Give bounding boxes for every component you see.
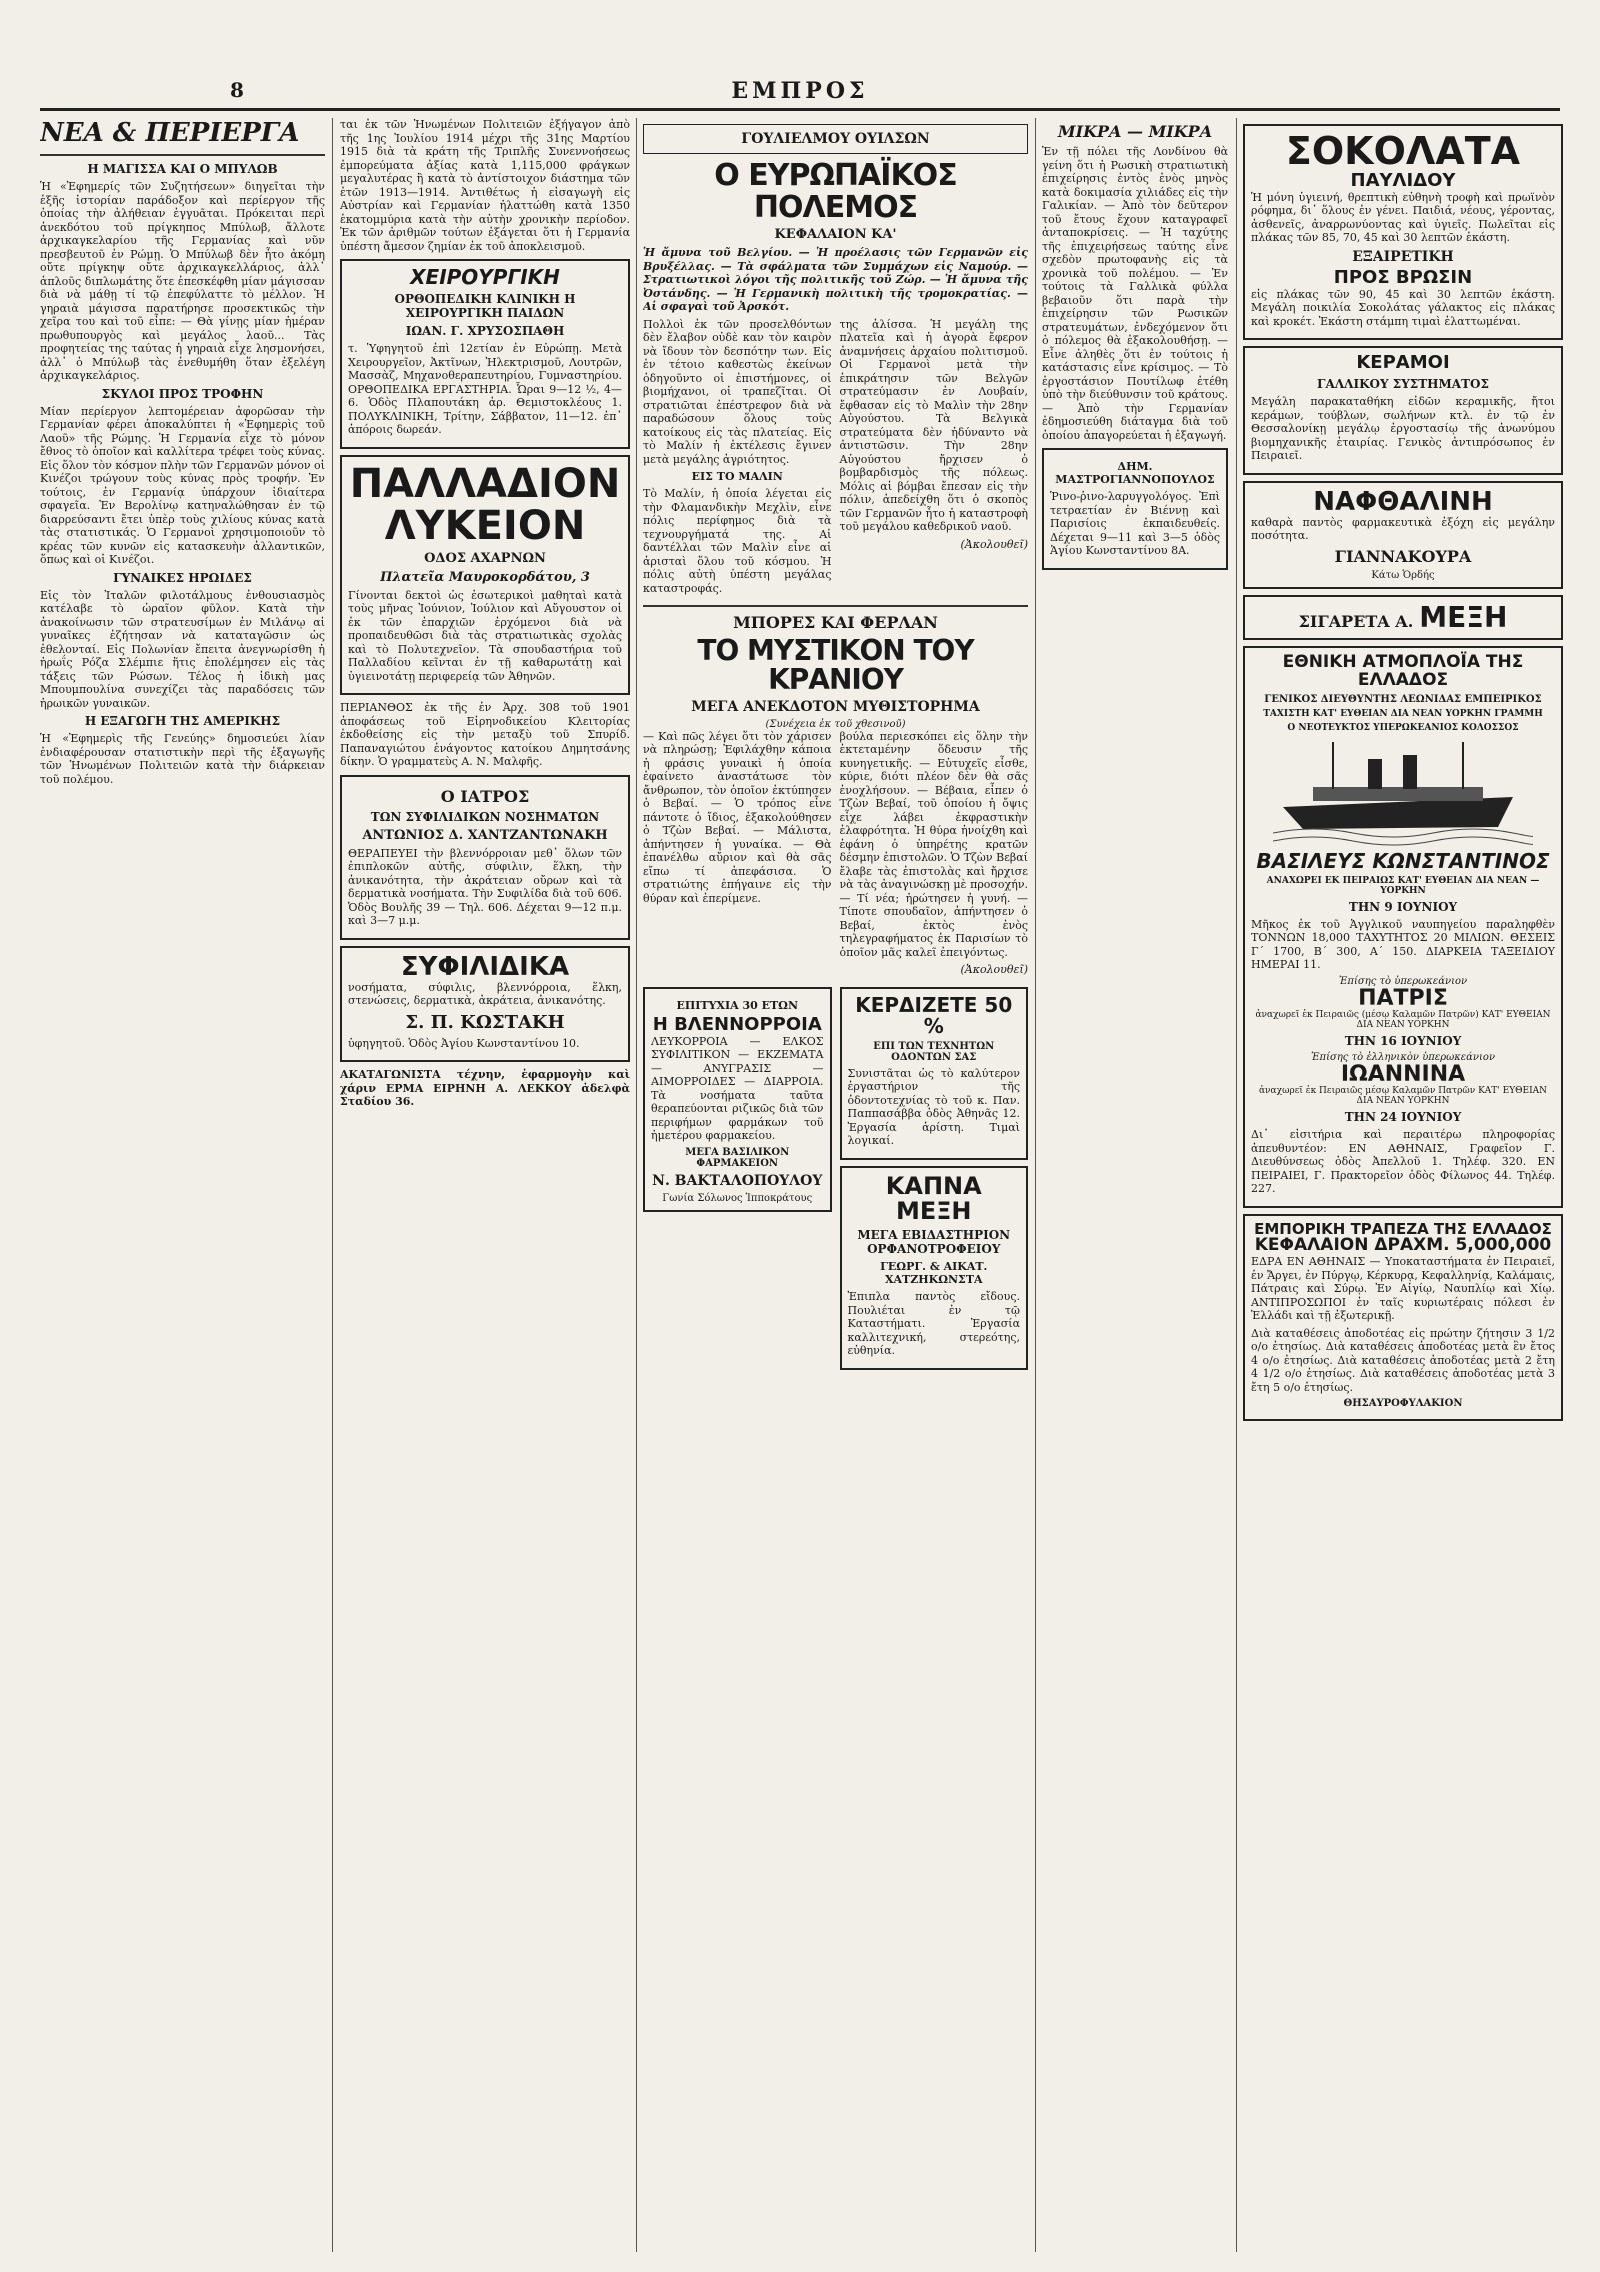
story-title: Η ΕΞΑΓΩΓΗ ΤΗΣ ΑΜΕΡΙΚΗΣ [84, 714, 281, 728]
column-two [340, 118, 630, 2252]
story-text: Ἡ «Ἐφημερὶς τῆς Γενεύης» δημοσιεύει λίαν ἐνδιαφέρουσαν στατιστικὴν περὶ τῆς ἐξαγωγῆς τῶν Ἡνωμένων Πολιτειῶν κατὰ τὴν διάρκειαν τοῦ πολέμου. [40, 732, 325, 786]
ad-shop: ΜΕΓΑ ΒΑΣΙΛΙΚΟΝ ΦΑΡΜΑΚΕΙΟΝ [685, 1146, 790, 1169]
story-text: Μίαν περίεργον λεπτομέρειαν ἀφορῶσαν τὴν Γερμανίαν φέρει ἀποκαλύπτει ἡ «Ἐφημερὶς τοῦ Λαοῦ» τῆς Ρώμης. Ἡ Γερμανία εἶχε τὸ μόνον ἔθνος τὸ ὁποῖον καὶ καλλίτερα τρέφει τοὺς κύνας. Εἰς ὅλον τὸν κόσμον πλὴν τῶν Γερμανῶν μόνον οἱ Κινέζοι τρώγουν τοὺς κύνας πρὸς τροφήν. Ἐν τούτοις, ἐν Γερμανίᾳ ὑπάρχουν ἰδιαίτερα σφαγεῖα. Ἐν Βερολίνῳ κατηναλώθησαν ἐν τῷ διαρρεύσαντι ἔτει ὑπὲρ τοὺς χιλίους κύνας κατὰ τὰς στατιστικάς. Ὁ Γερμανοὶ χρησιμοποιοῦν τὸ κρέας τῶν κυνῶν εἰς κατασκευὴν ἀλλαντικῶν, ὅπως καὶ οἱ Κινέζοι. [40, 404, 325, 566]
article-text: Τὸ Μαλίν, ἡ ὁποία λέγεται εἰς τὴν Φλαμανδικὴν Μεχλὶν, εἶνε πόλις περίφημος διὰ τὰ τεχνουργήματά της. Αἱ δαντέλλαι τῶν Μαλὶν εἶνε αἱ ἀρισταὶ ὅλου τοῦ κόσμου. Ἡ πόλις αὐτὴ ὑπέστη μεγάλας καταστροφάς. [643, 487, 832, 595]
ad-chocolate [1243, 124, 1563, 340]
ship-date: ΤΗΝ 16 ΙΟΥΝΙΟΥ [1344, 1034, 1462, 1049]
steamship-illustration [1273, 737, 1533, 847]
ad-text: Ἐπιπλα παντὸς εἴδους. Πουλιέται ἐν τῷ Καταστήματι. Ἐργασία καλλιτεχνική, στερεότης, εὐθηνία. [847, 1290, 1020, 1358]
ad-title: ΧΕΙΡΟΥΡΓΙΚΗ [410, 265, 560, 289]
ship-pre: Ἐπίσης τὸ ἑλληνικὸν ὑπερωκεάνιον [1310, 1052, 1496, 1064]
ad-subtitle: Ο ΝΕΟΤΕΥΚΤΟΣ ΥΠΕΡΩΚΕΑΝΙΟΣ ΚΟΛΟΣΣΟΣ [1287, 722, 1519, 733]
ad-text: καθαρὰ παντὸς φαρμακευτικὰ ἐξόχη εἰς μεγάλην ποσότητα. [1251, 515, 1555, 543]
ad-doctor-ent [1042, 448, 1228, 570]
paper-title: ΕΜΠΡΟΣ [731, 78, 869, 104]
novel-body [643, 730, 1028, 981]
ad-text: τ. Ὑφηγητοῦ ἐπὶ 12ετίαν ἐν Εὐρώπῃ. Μετὰ Χειρουργεῖον, Ἀκτῖνων, Ἠλεκτρισμοῦ, Λουτρῶν, Μασσὰζ, Μηχανοθεραπευτηρίου, Γυμναστηρίου. ΟΡΘΟΠΕΔΙΚΑ ΕΡΓΑΣΤΗΡΙΑ. Ὧραι 9—12 ½, 4—6. Ὁδὸς Πλαπουτάκη ἀρ. Θεμιστοκλέους 1. ΠΟΛΥΚΛΙΝΙΚΗ, Τρίτην, Σάββατον, 11—12. ἐπ᾽ ἀπόροις δωρεάν. [348, 342, 622, 436]
column-brief [1042, 118, 1228, 2252]
ad-title: ΣΥΦΙΛΙΔΙΚΑ [400, 951, 570, 982]
ship-name: ΒΑΣΙΛΕΥΣ ΚΩΝΣΤΑΝΤΙΝΟΣ [1256, 848, 1550, 873]
column-rule [332, 118, 333, 2252]
ad-title: ΣΟΚΟΛΑΤΑ [1285, 129, 1521, 173]
brief-title: ΜΙΚΡΑ — ΜΙΚΡΑ [1057, 122, 1213, 141]
continued: (Ἀκολουθεῖ) [960, 537, 1028, 551]
ad-naphthalene [1243, 481, 1563, 589]
war-header-box [643, 124, 1028, 154]
continued: (Ἀκολουθεῖ) [960, 963, 1028, 977]
article-column [840, 318, 1029, 600]
ad-text: ΕΔΡΑ ΕΝ ΑΘΗΝΑΙΣ — Υποκαταστήματα ἐν Πειραιεῖ, ἐν Ἄργει, ἐν Πύργῳ, Κέρκυρᾳ, Κεφαλληνίᾳ, Καλάμαις, Πάτραις καὶ Σύρῳ. Ἐν Αἰγίῳ, Ναυπλίῳ καὶ Χίῳ. ΑΝΤΙΠΡΟΣΩΠΟΙ ἐν ταῖς κυριωτέραις πόλεσι ἐν Ἑλλάδι καὶ τῇ ἐξωτερικῇ. [1251, 1255, 1556, 1323]
novel-authors: ΜΠΟΡΕΣ ΚΑΙ ΦΕΡΛΑΝ [733, 613, 938, 632]
ad-text: νοσήματα, σύφιλις, βλεννόρροια, ἕλκη, στενώσεις, δερματικὰ, ἀκράτεια, ἀνικανότης. [348, 980, 622, 1008]
ad-text: Ἡ μόνη ὑγιεινή, θρεπτικὴ εὐθηνὴ τροφὴ καὶ πρωϊνὸν ρόφημα, δι᾽ ὅλους ἐν γένει. Παιδιά, νέους, γέροντας, ἀσθενεῖς, ἀναρρωνύοντας καὶ ὑγιεῖς. Πωλεῖται εἰς πλάκας τῶν 85, 70, 45 καὶ 30 λεπτῶν ἑκάστη. [1251, 190, 1555, 245]
ad-shipping [1243, 646, 1563, 1207]
ad-subtitle: ΕΠΙ ΤΩΝ ΤΕΧΝΗΤΩΝ ΟΔΟΝΤΩΝ ΣΑΣ [873, 1040, 995, 1063]
ad-surgery [340, 259, 630, 449]
masthead [40, 78, 1560, 111]
ad-text: ὑφηγητοῦ. Ὁδὸς Ἀγίου Κωνσταντίνου 10. [348, 1036, 580, 1050]
article-text: της ἀλίσσα. Ἡ μεγάλη της πλατεῖα καὶ ἡ ἀγορὰ ἔφερον ἀναμνήσεις ἀρχαίου πολιτισμοῦ. Οἱ Γερμανοὶ μετὰ τὴν ἐπικράτησιν τῶν Βελγῶν στρατεύμασιν ἐν Λουβαίν, ἔφθασαν εἰς τὸ Μαλὶν τὴν 28ην Αὐγούστου. Τὰ Βελγικὰ στρατεύματα δὲν ἠδύναντο νὰ ἀντιστῶσιν. Τὴν 28ην Αὐγούστου ἤρχισεν ὁ βομβαρδισμὸς τῆς πόλεως. Μόλις αἱ βόμβαι ἔπεσαν εἰς τὴν πόλιν, ἀπεδείχθη ὅτι ὁ σκοπὸς τῶν Γερμανῶν ἦτο ἡ καταστροφὴ τοῦ μεγάλου καθεδρικοῦ ναοῦ. [839, 317, 1028, 533]
story-title: Η ΜΑΓΙΣΣΑ ΚΑΙ Ο ΜΠΥΛΩΒ [87, 162, 278, 176]
ad-name: ΙΩΑΝ. Γ. ΧΡΥΣΟΣΠΑΘΗ [405, 324, 565, 338]
ship-text: ἀναχωρεῖ ἐκ Πειραιῶς μέσῳ Καλαμῶν Πατρῶν ΚΑΤ' ΕΥΘΕΙΑΝ ΔΙΑ ΝΕΑΝ ΥΟΡΚΗΝ [1258, 1086, 1548, 1107]
news-header: ΝΕΑ & ΠΕΡΙΕΡΓΑ [40, 118, 300, 148]
ad-doctor [340, 775, 630, 940]
ad-subtitle: ΤΑΧΙΣΤΗ ΚΑΤ' ΕΥΘΕΙΑΝ ΔΙΑ ΝΕΑΝ ΥΟΡΚΗΝ ΓΡΑΜΜΗ [1263, 708, 1543, 719]
ad-footer: ΘΗΣΑΥΡΟΦΥΛΑΚΙΟΝ [1343, 1398, 1463, 1410]
page-number: 8 [230, 78, 244, 102]
ad-text: ΑΚΑΤΑΓΩΝΙΣΤΑ τέχνην, ἐφαρμογὴν καὶ χάριν ΕΡΜΑ ΕΙΡΗΝΗ Α. ΛΕΚΚΟΥ ἀδελφὰ Σταδίου 36. [340, 1068, 630, 1109]
ad-tiles [1243, 346, 1563, 474]
article-summary: Ἡ ἄμυνα τοῦ Βελγίου. — Ἡ προέλασις τῶν Γερμανῶν εἰς Βρυξέλλας. — Τὰ σφάλματα τῶν Συμμάχων εἰς Ναμούρ. — Στρατιωτικοὶ λόγοι τῆς πολιτικῆς τοῦ Ζώρ. — Ἡ ἄμυνα τῆς Ὀστάνδης. — Ἡ Γερμανικὴ πολιτικὴ τῆς τρομοκρατίας. — Αἱ σφαγαὶ τοῦ Ἀρσκότ. [643, 246, 1028, 313]
column-news [40, 118, 325, 2252]
ad-place: Πλατεῖα Μαυροκορδάτου, 3 [380, 569, 590, 585]
ad-capital: ΚΕΦΑΛΑΙΟΝ ΔΡΑΧΜ. 5,000,000 [1254, 1235, 1552, 1256]
article-column [643, 318, 832, 600]
ad-title: Η ΒΛΕΝΝΟΡΡΟΙΑ [652, 1013, 822, 1035]
ad-label: ΣΙΓΑΡΕΤΑ Α. [1298, 611, 1414, 631]
novel-subtitle: ΜΕΓΑ ΑΝΕΚΔΟΤΟΝ ΜΥΘΙΣΤΟΡΗΜΑ [691, 698, 980, 715]
ship-date: ΤΗΝ 24 ΙΟΥΝΙΟΥ [1344, 1110, 1462, 1125]
ad-text: Μεγάλη παρακαταθήκη εἰδῶν κεραμικῆς, ἤτοι κεράμων, τούβλων, σωλήνων κτλ. ἐν τῷ ἐν Θεσσαλονίκῃ μεγάλῳ ἐργοστασίῳ τῆς ἀνωνύμου βιομηχανικῆς ἑταιρίας. Γενικὸς ἀντιπρόσωπος ἐν Πειραιεῖ. [1251, 395, 1555, 463]
ad-bank [1243, 1214, 1563, 1422]
ad-subtitle: ΠΑΥΛΙΔΟΥ [1350, 169, 1456, 191]
column-rule [636, 118, 637, 2252]
novel-note: (Συνέχεια ἐκ τοῦ χθεσινοῦ) [765, 718, 906, 730]
ad-cigarettes [1243, 595, 1563, 640]
ad-text: εἰς πλάκας τῶν 90, 45 καὶ 30 λεπτῶν ἑκάστη. Μεγάλη ποικιλία Σοκολάτας γάλακτος εἰς πλάκας καὶ κροκέτ. Ἐκάστη στάμπη τιμαὶ ἐλαττωμέναι. [1251, 287, 1555, 328]
brief-text: Ἐν τῇ πόλει τῆς Λονδίνου θὰ γείνη ὅτι ἡ Ρωσικὴ στρατιωτικὴ ἐπιχείρησις ἐντὸς ἑνὸς μηνὸς κατὰ δοκιμασία χιλιάδες εἰς τὴν Γαλικίαν. — Ἀπὸ τὸν δεῦτερον τοῦ ἔτους ἔχουν καταγραφεῖ ἀνταποκρίσεις. — Ἡ ταχύτης τῆς ἐπιχειρήσεως ταύτης εἶνε σχεδὸν πρωτοφανὴς εἰς τὰ χρονικὰ τοῦ πολέμου. — Ἐν τούτοις τὰ Γαλλικὰ φύλλα βεβαιοῦν ὅτι παρὰ τὴν ἐπιχείρησιν τῶν Ρωσικῶν στρατευμάτων, ἐνδεχόμενον ὅτι ὁ πόλεμος θὰ ἐξακολουθήσῃ. — Εἶνε ἀληθὲς ὅτι ἐν τούτοις ἡ κατάστασις εἶνε κρίσιμος. — Τὸ ἐργοστάσιον Πουτίλωφ ἐτέθη ὑπὸ τὴν διεύθυνσιν τοῦ κράτους. — Ἀπὸ τὴν Γερμανίαν ἐδημοσιεύθη διάταγμα διὰ τοῦ ὁποίου ἀπαγορεύεται ἡ ἐξαγωγή. [1042, 145, 1228, 442]
ship-name: ΠΑΤΡΙΣ [1358, 985, 1448, 1011]
ad-name: ΜΕΞΗ [1419, 600, 1508, 634]
ad-orphanage [840, 1166, 1029, 1370]
ship-pre: Ἐπίσης τὸ ὑπερωκεάνιον [1338, 975, 1468, 987]
ship-info: Δι᾽ εἰσιτήρια καὶ περαιτέρω πληροφορίας ἀπευθυντέον: ΕΝ ΑΘΗΝΑΙΣ, Γραφεῖον Γ. Διευθύνσεως ὁδὸς Ἀπελλοῦ 1. Τηλέφ. 320. ΕΝ ΠΕΙΡΑΙΕΙ, Γ. Πρακτορεῖον ὁδὸς Φίλωνος 44. Τηλέφ. 227. [1251, 1128, 1555, 1196]
story-text: ται ἐκ τῶν Ἡνωμένων Πολιτειῶν ἐξήγαγον ἀπὸ τῆς 1ης Ἰουλίου 1914 μέχρι τῆς 31ης Μαρτίου 1915 διὰ τὰ κράτη τῆς Τριπλῆς Συνεννοήσεως ἐμπορεύματα ἀξίας κατὰ 1,115,000 φράγκων μεγαλυτέρας ἢ κατὰ τὸ ἀντίστοιχον διάστημα τῶν ἐτῶν 1913—1914. Ἀντιθέτως ἡ εἰσαγωγὴ εἰς Αὐστρίαν καὶ Γερμανίαν ἠλαττώθη κατὰ 1350 ἑκατομμύρια κατὰ τὴν αὐτὴν χρονικὴν περίοδον. Ἐκ τῶν ἀριθμῶν τούτων ἐξάγεται ὅτι ἡ Γερμανία ὑπέστη ἄμεσον ζημίαν ἐκ τοῦ ἀποκλεισμοῦ. [340, 118, 630, 253]
ad-title: ΕΜΠΟΡΙΚΗ ΤΡΑΠΕΖΑ ΤΗΣ ΕΛΛΑΔΟΣ [1254, 1219, 1552, 1238]
novel-column [643, 730, 832, 981]
ship-departure: ΑΝΑΧΩΡΕΙ ΕΚ ΠΕΙΡΑΙΩΣ ΚΑΤ' ΕΥΘΕΙΑΝ ΔΙΑ ΝΕΑΝ — ΥΟΡΚΗΝ [1266, 875, 1540, 896]
article-subheader: ΕΙΣ ΤΟ ΜΑΛΙΝ [691, 470, 783, 483]
notice-text: ΠΕΡΙΑΝΘΟΣ ἐκ τῆς ἐν Ἀρχ. 308 τοῦ 1901 ἀποφάσεως τοῦ Εἰρηνοδικείου Κλειτορίας ἐκδοθείσης εἰς τὴν μεταξὺ τοῦ Σπυρίδ. Παπαναγιώτου ἐνάγοντος κατοίκου Δημητσάνης δίκην. Ὁ γραμματεὺς Α. Ν. Μαλφῆς. [340, 701, 630, 768]
ad-rates: Διὰ καταθέσεις ἀποδοτέας εἰς πρώτην ζήτησιν 3 1/2 ο/ο ἐτησίως. Διὰ καταθέσεις ἀποδοτέας μετὰ ἓν ἔτος 4 ο/ο ἐτησίως. Διὰ καταθέσεις ἀποδοτέας μετὰ 2 ἔτη 4 1/2 ο/ο ἐτησίως. Διὰ καταθέσεις ἀποδοτέας μετὰ 3 ἔτη 5 ο/ο ἐτησίως. [1251, 1326, 1555, 1394]
divider [643, 605, 1028, 607]
story-text: Ἡ «Ἐφημερίς τῶν Συζητήσεων» διηγεῖται τὴν ἑξῆς ἱστορίαν παράδοξον καὶ περίεργον τῆς ὁποίας τὴν ἀλήθειαν ἐγγυᾶται. Πρόκειται περὶ ἀνεκδότου τοῦ πρίγκηπος Μπύλωβ, ἄλλοτε ἀρχικαγκελαρίου τῆς Γερμανίας καὶ νῦν πρεσβευτοῦ ἐν Ρώμῃ. Ὁ Μπύλωβ δὲν ἦτο ἀκόμη οὔτε πρίγκηψ οὔτε ἀρχικαγκελλάριος, ἀλλ᾽ ἁπλοῦς διπλωμάτης ὅτε ἐπεσκέφθη μίαν μάγισσαν διὰ νὰ μάθῃ τί τῷ ἐπεφύλαττε τὸ μέλλον. Ἡ γηραιὰ μάγισσα παρατήρησε προσεκτικῶς τὴν χεῖρα του καὶ τοῦ εἶπε: — Θὰ γίνῃς μίαν ἡμέραν πρωθυπουργὸς καὶ μεγάλος λαοῦ... Τὰς προφητείας της ταύτας ἡ γηραιὰ εἶχε λησμονήσει, ἀλλ᾽ ὁ Μπύλωβ τὰς ἐνεθυμήθη ὅταν ἐξελέγη ἀρχικαγκελάριος. [40, 180, 325, 382]
ad-subtitle: ΠΡΟΣ ΒΡΩΣΙΝ [1333, 266, 1473, 288]
ad-title: ΚΕΡΑΜΟΙ [1356, 352, 1450, 374]
ad-column [643, 981, 832, 1376]
ad-name: ΓΙΑΝΝΑΚΟΥΡΑ [1334, 546, 1472, 566]
ad-subtitle: ΓΑΛΛΙΚΟΥ ΣΥΣΤΗΜΑΤΟΣ [1317, 377, 1489, 392]
ad-name: ΓΕΩΡΓ. & ΑΙΚΑΤ. ΧΑΤΖΗΚΩΝΣΤΑ [880, 1260, 988, 1287]
ad-subtitle: ΟΡΘΟΠΕΔΙΚΗ ΚΛΙΝΙΚΗ Η ΧΕΙΡΟΥΡΓΙΚΗ ΠΑΙΔΩΝ [394, 292, 576, 320]
ad-text: Ῥινο-ῥινο-λαρυγγολόγος. Ἐπὶ τετραετίαν ἐν Βιέννῃ καὶ Παρισίοις ἐκπαιδευθείς. Δέχεται 9—11 καὶ 3—5 ὁδὸς Ἁγίου Κωνσταντίνου 8Α. [1050, 490, 1220, 557]
ad-address: Γωνία Σόλωνος Ἱπποκράτους [662, 1192, 813, 1204]
ship-text: ἀναχωρεῖ ἐκ Πειραιῶς (μέσῳ Καλαμῶν Πατρῶν) ΚΑΤ' ΕΥΘΕΙΑΝ ΔΙΑ ΝΕΑΝ ΥΟΡΚΗΝ [1255, 1010, 1551, 1031]
ad-subtitle: ΤΩΝ ΣΥΦΙΛΙΔΙΚΩΝ ΝΟΣΗΜΑΤΩΝ [370, 809, 600, 824]
ship-name: ΙΩΑΝΝΙΝΑ [1340, 1062, 1466, 1088]
ad-dentist [840, 987, 1029, 1160]
ad-title: ΔΗΜ. ΜΑΣΤΡΟΓΙΑΝΝΟΠΟΥΛΟΣ [1055, 460, 1215, 486]
ad-subtitle: ΓΕΝΙΚΟΣ ΔΙΕΥΘΥΝΤΗΣ ΛΕΩΝΙΔΑΣ ΕΜΠΕΙΡΙΚΟΣ [1264, 693, 1542, 705]
ad-syphilis [340, 946, 630, 1063]
ad-street: ΟΔΟΣ ΑΧΑΡΝΩΝ [424, 550, 546, 566]
article-title: Ο ΕΥΡΩΠΑΪΚΟΣ ΠΟΛΕΜΟΣ [714, 158, 957, 225]
ad-address: Κάτω Ὁρδής [1371, 569, 1435, 581]
novel-column [840, 730, 1029, 981]
ad-subtitle: ΜΕΓΑ ΕΒΙΔΑΣΤΗΡΙΟΝ ΟΡΦΑΝΟΤΡΟΦΕΙΟΥ [857, 1228, 1011, 1257]
ship-date: ΤΗΝ 9 ΙΟΥΝΙΟΥ [1348, 899, 1458, 914]
ad-title: ΚΕΡΔΙΖΕΤΕ 50 % [855, 992, 1013, 1038]
story-text: Εἰς τὸν Ἰταλῶν φιλοτάλμους ἐνθουσιασμὸς κατέλαβε τὸ ὡραῖον φῦλον. Κατὰ τὴν ἀνακοίνωσιν τῶν στρατευσίμων ἐν Μιλάνῳ αἱ γυναῖκες ἐζήτησαν νὰ καταταγῶσιν ὡς ἐθελονταί. Εἰς Πολωνίαν ἔπειτα ἀνεγνωρίσθη ἡ ἡρωΐς Ρόζα Σλέμπιε ἥτις ἐπολέμησεν εἰς τὰς τάξεις τῶν Ρώσων. Τέλος ἡ ἰδικὴ μας Μπουμπουλίνα συνεχίζει τὰς παραδόσεις τῶν ἡρωικῶν γυναικῶν. [40, 588, 325, 710]
article-body [643, 318, 1028, 600]
column-war [643, 118, 1028, 2252]
ad-title: ΝΑΦΘΑΛΙΝΗ [1313, 486, 1493, 517]
story-title: ΓΥΝΑΙΚΕΣ ΗΡΩΙΔΕΣ [113, 570, 252, 585]
ad-name: Ν. ΒΑΚΤΑΛΟΠΟΥΛΟΥ [652, 1172, 823, 1189]
ad-blennorrhea [643, 987, 832, 1212]
novel-title: ΤΟ ΜΥΣΤΙΚΟΝ ΤΟΥ ΚΡΑΝΙΟΥ [697, 634, 974, 697]
ad-text: Γίνονται δεκτοὶ ὡς ἐσωτερικοὶ μαθηταὶ κατὰ τοὺς μῆνας Ἰούνιον, Ἰούλιον καὶ Αὔγουστον οἱ ἐκ τῶν ἐπαρχιῶν ἐρχόμενοι διὰ νὰ προπαιδευθῶσι διὰ τὰς στρατιωτικὰς σχολὰς καὶ τὸ Πολυτεχνεῖον. Τὰ σπουδαστήρια τοῦ Παλλαδίου κεῖνται ἐν τῇ καθαρωτάτῃ καὶ ὑγιεινοτάτῃ περιφερείᾳ τῶν Ἀθηνῶν. [348, 588, 622, 683]
author: ΓΟΥΛΙΕΛΜΟΥ ΟΥΙΛΣΩΝ [741, 131, 930, 147]
ad-text: ΛΕΥΚΟΡΡΟΙΑ — ΕΛΚΟΣ ΣΥΦΙΛΙΤΙΚΟΝ — ΕΚΖΕΜΑΤΑ — ΑΝΥΓΡΑΣΙΣ — ΑΙΜΟΡΡΟΙΔΕΣ — ΔΙΑΡΡΟΙΑ. Τὰ νοσήματα ταῦτα θεραπεύονται ριζικῶς διὰ τῶν περιφήμων φαρμάκων τοῦ ἡμετέρου φαρμακείου. [651, 1034, 824, 1143]
ad-name: Σ. Π. ΚΩΣΤΑΚΗ [405, 1011, 565, 1033]
novel-text: — Καὶ πῶς λέγει ὅτι τὸν χάρισεν νὰ πληρώσῃ; Ἐφιλάχθην κάποια ἡ φράσις γυναικὶ ἡ ὁποία ἐφαίνετο ἀναστάτωσε τὸν ἄνθρωπον, τὸν ὁποῖον ἐκτύπησεν ὁ Βεβαί. — Ὁ τρόπος εἶνε πάντοτε ὁ ἴδιος, ἐξακολούθησεν ὁ Τζὼν Βεβαί. — Μάλιστα, ἀπήντησεν ἡ γυναίκα. — Θὰ ἐπανέλθω αὔριον καὶ θὰ σᾶς εἴπω τί ἀπεφάσισα. Ὁ στρατιώτης ἐπήγαινε εἰς τὴν θύραν καὶ ἐπερίμενε. [643, 729, 832, 905]
ad-column [840, 981, 1029, 1376]
column-ads [1243, 118, 1563, 2252]
ad-title: ΠΑΛΛΑΔΙΟΝ ΛΥΚΕΙΟΝ [349, 460, 621, 549]
ad-text: ΘΕΡΑΠΕΥΕΙ τὴν βλεννόρροιαν μεθ᾽ ὅλων τῶν ἐπιπλοκῶν αὐτῆς, σύφιλιν, ἕλκη, τὴν ἀνικανότητα, τὴν ἀκράτειαν οὔρων καὶ τὰ δερματικὰ νοσήματα. Τὴν Συφιλίδα διὰ τοῦ 606. Ὁδὸς Βουλῆς 39 — Τηλ. 606. Δέχεται 9—12 π.μ. καὶ 3—7 μ.μ. [348, 846, 622, 927]
divider [40, 154, 325, 156]
chapter: ΚΕΦΑΛΑΙΟΝ ΚΑ' [774, 227, 897, 242]
ads-row [643, 981, 1028, 1376]
ad-title: Ο ΙΑΤΡΟΣ [440, 786, 530, 806]
ship-text: Μῆκος ἐκ τοῦ Ἀγγλικοῦ ναυπηγείου παραληφθὲν ΤΟΝΝΩΝ 18,000 ΤΑΧΥΤΗΤΟΣ 20 ΜΙΛΙΩΝ. ΘΕΣΕΙΣ Γ΄ 1700, Β΄ 300, Α΄ 150. ΔΙΑΡΚΕΙΑ ΤΑΞΕΙΔΙΟΥ ΗΜΕΡΑΙ 11. [1251, 917, 1555, 972]
ad-title: ΕΘΝΙΚΗ ΑΤΜΟΠΛΟΪΑ ΤΗΣ ΕΛΛΑΔΟΣ [1282, 652, 1524, 691]
ad-title: ΚΑΠΝΑ ΜΕΞΗ [885, 1171, 982, 1225]
ad-name: ΑΝΤΩΝΙΟΣ Δ. ΧΑΝΤΖΑΝΤΩΝΑΚΗ [362, 827, 608, 843]
ad-subtitle: ΕΞΑΙΡΕΤΙΚΗ [1352, 248, 1454, 265]
column-rule [1236, 118, 1237, 2252]
ad-top: ΕΠΙΤΥΧΙΑ 30 ΕΤΩΝ [676, 998, 799, 1012]
ad-palladion [340, 455, 630, 696]
article-text: Πολλοὶ ἐκ τῶν προσελθόντων δὲν ἔλαβον οὐδὲ καν τὸν καιρὸν νὰ ἴδουν τὸν δεσπότην των. Εἰς ἐν τέτοιο καθεστὼς ἐκείνων ὁδηγοῦντο οἱ ἐπιστήμονες, οἱ βιομήχανοι, οἱ τραπεζῖται. Οἱ στρατιῶται ἐπέστρεφον διὰ νὰ παραδώσουν ὅλους τοὺς κατοίκους εἰς τὰς πλατείας. Εἰς τὸ Μαλίν ἡ ἐκτέλεσις ἔγινεν μετὰ μεγάλης ἀγριότητος. [643, 317, 832, 466]
column-rule [1035, 118, 1036, 2252]
story-title: ΣΚΥΛΟΙ ΠΡΟΣ ΤΡΟΦΗΝ [101, 386, 264, 401]
ad-text: Συνιστᾶται ὡς τὸ καλύτερον ἐργαστήριον τῆς ὀδοντοτεχνίας τὸ τοῦ κ. Παν. Παππασάββα ὁδὸς Ἀθηνᾶς 12. Ἐργασία ἀρίστη. Τιμαὶ λογικαί. [847, 1066, 1020, 1148]
novel-text: βούλα περιεσκόπει εἰς ὅλην τὴν ἐκτεταμένην ὅδευσιν τῆς κυνηγετικῆς. — Εὐτυχεῖς εἶσθε, κύριε, διότι πλέον δὲν θὰ σᾶς ἐνοχλήσουν. — Βέβαια, εἶπεν ὁ Τζὼν Βεβαί, τοῦ ὁποίου ἡ ὄψις εἶχε λάβει ἐκφραστικὴν ἐλαφρότητα. Ἡ θύρα ἠνοίχθη καὶ ἐφάνη ὁ ὑπηρέτης κρατῶν δέσμην ἐπιστολῶν. Ὁ Τζὼν Βεβαί ἔλαβε τὰς ἐπιστολὰς καὶ ἤρχισε νὰ τὰς ἀναγινώσκῃ μὲ προσοχήν. — Τί νέα; ἠρώτησεν ἡ γυνή. — Τίποτε σπουδαῖον, ἀπήντησεν ὁ Βεβαί, ἐκτὸς ἑνὸς τηλεγραφήματος ἐκ Παρισίων τὸ ὁποῖον μᾶς καλεῖ ἐπειγόντως. [839, 729, 1028, 959]
